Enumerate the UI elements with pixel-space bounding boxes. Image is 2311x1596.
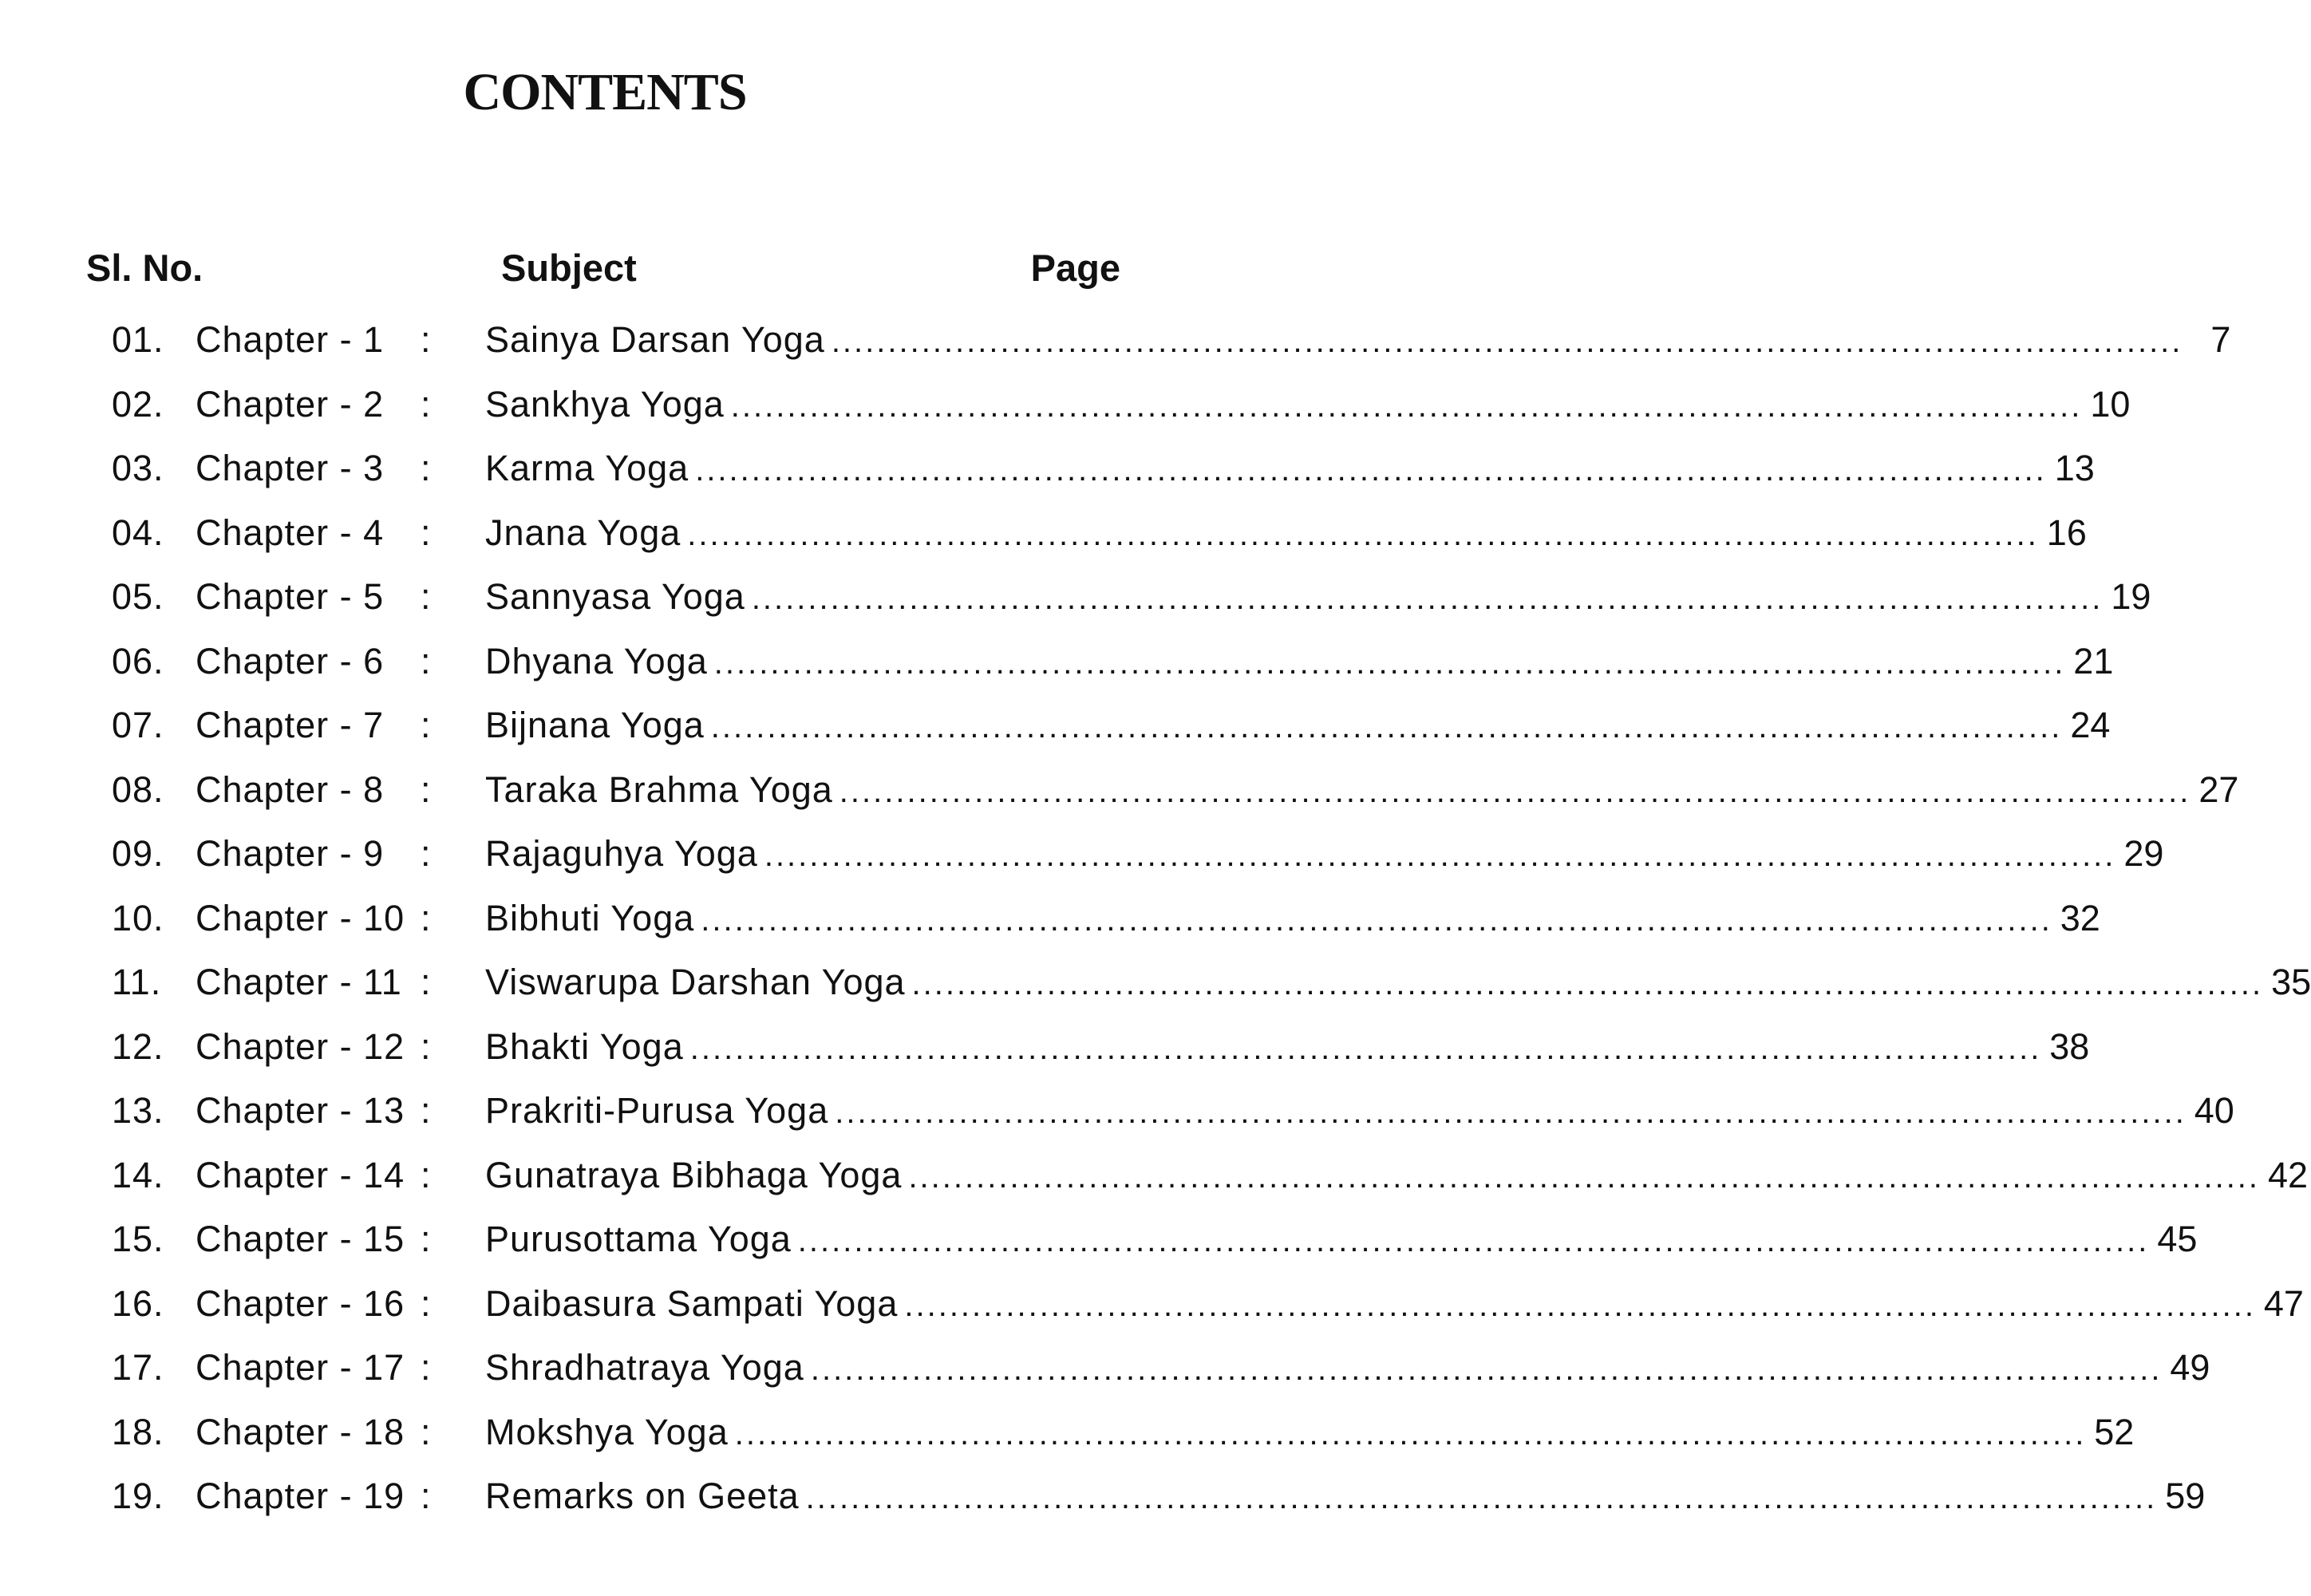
entry-chapter: Chapter - 5 xyxy=(196,576,385,617)
entry-colon: : xyxy=(421,962,431,1002)
entry-page: 29 xyxy=(2123,833,2164,874)
entry-subject: Mokshya Yoga xyxy=(485,1411,729,1452)
dot-leader: ........................................................................................................................ xyxy=(835,1095,2187,1130)
entry-chapter: Chapter - 9 xyxy=(196,833,385,874)
entry-page: 13 xyxy=(2054,448,2095,488)
entry-page: 35 xyxy=(2271,962,2311,1002)
entry-subject: Dhyana Yoga xyxy=(485,640,708,681)
entry-number: 11. xyxy=(112,962,162,1002)
entry-colon: : xyxy=(421,768,431,810)
header-page: Page xyxy=(1030,247,1120,289)
entry-number: 13. xyxy=(112,1090,164,1131)
entry-number: 07. xyxy=(112,705,164,745)
entry-chapter: Chapter - 15 xyxy=(196,1219,405,1259)
entry-page: 52 xyxy=(2094,1411,2135,1452)
entry-number: 09. xyxy=(112,833,164,874)
entry-number: 15. xyxy=(112,1219,164,1259)
entry-chapter: Chapter - 1 xyxy=(196,319,385,360)
dot-leader: ........................................................................................................................ xyxy=(687,516,2039,552)
page-title: CONTENTS xyxy=(463,63,747,121)
entry-subject-line xyxy=(485,1344,2210,1393)
entry-colon: : xyxy=(421,1154,431,1195)
entry-subject-line xyxy=(485,444,2095,494)
entry-chapter: Chapter - 7 xyxy=(196,705,385,745)
entry-subject-line xyxy=(485,1280,2304,1329)
entry-subject-line xyxy=(485,1215,2198,1265)
entry-page: 10 xyxy=(2090,383,2131,425)
entry-number: 03. xyxy=(112,448,164,488)
dot-leader: ........................................................................................................................ xyxy=(751,581,2104,616)
entry-colon: : xyxy=(421,1476,431,1516)
toc-row[interactable] xyxy=(0,958,2311,1023)
toc-list xyxy=(0,316,2311,1537)
dot-leader: ........................................................................................................................ xyxy=(805,1480,2158,1515)
entry-chapter: Chapter - 13 xyxy=(196,1090,405,1131)
toc-row[interactable] xyxy=(0,701,2111,766)
entry-subject-line xyxy=(485,638,2114,687)
entry-page: 45 xyxy=(2157,1219,2198,1259)
toc-row[interactable] xyxy=(0,444,2095,509)
entry-page: 16 xyxy=(2046,512,2087,553)
dot-leader: ........................................................................................................................ xyxy=(904,1287,2256,1323)
entry-page: 38 xyxy=(2049,1025,2090,1067)
entry-colon: : xyxy=(421,897,431,938)
entry-number: 04. xyxy=(112,512,164,553)
dot-leader: ........................................................................................................................ xyxy=(695,452,2047,488)
dot-leader: ........................................................................................................................ xyxy=(734,1416,2087,1452)
entry-number: 18. xyxy=(112,1411,164,1452)
toc-row[interactable] xyxy=(0,638,2114,702)
header-sl-no: Sl. No. xyxy=(86,247,203,289)
entry-chapter: Chapter - 18 xyxy=(196,1411,405,1452)
toc-row[interactable] xyxy=(0,1344,2210,1408)
entry-colon: : xyxy=(421,1025,431,1067)
toc-row[interactable] xyxy=(0,1023,2090,1088)
entry-page: 59 xyxy=(2165,1476,2206,1516)
entry-subject: Remarks on Geeta xyxy=(485,1476,800,1516)
entry-number: 12. xyxy=(112,1025,164,1067)
entry-subject: Sankhya Yoga xyxy=(485,383,725,425)
entry-chapter: Chapter - 4 xyxy=(196,512,385,553)
entry-subject: Taraka Brahma Yoga xyxy=(485,768,833,810)
entry-chapter: Chapter - 17 xyxy=(196,1347,405,1388)
entry-subject: Shradhatraya Yoga xyxy=(485,1347,804,1388)
entry-chapter: Chapter - 6 xyxy=(196,640,385,681)
entry-page: 21 xyxy=(2073,640,2114,681)
toc-row[interactable] xyxy=(0,1408,2135,1473)
toc-row[interactable] xyxy=(0,1152,2309,1216)
toc-row[interactable] xyxy=(0,895,2100,959)
entry-colon: : xyxy=(421,1219,431,1259)
entry-colon: : xyxy=(421,705,431,745)
table-header xyxy=(0,246,1197,294)
entry-subject: Bhakti Yoga xyxy=(485,1025,684,1067)
toc-row[interactable] xyxy=(0,1280,2304,1345)
entry-colon: : xyxy=(421,833,431,874)
dot-leader: ........................................................................................................................ xyxy=(839,773,2191,809)
toc-row[interactable] xyxy=(0,316,2231,381)
entry-subject: Purusottama Yoga xyxy=(485,1219,792,1259)
toc-row[interactable] xyxy=(0,381,2131,445)
entry-subject-line xyxy=(485,1152,2309,1201)
entry-subject: Jnana Yoga xyxy=(485,512,681,553)
entry-subject: Sainya Darsan Yoga xyxy=(485,319,825,360)
entry-subject: Viswarupa Darshan Yoga xyxy=(485,962,906,1002)
entry-chapter: Chapter - 14 xyxy=(196,1154,405,1195)
entry-subject-line xyxy=(485,316,2231,365)
entry-number: 19. xyxy=(112,1476,164,1516)
dot-leader: ........................................................................................................................ xyxy=(831,324,2183,359)
dot-leader: ........................................................................................................................ xyxy=(764,838,2116,873)
dot-leader: ........................................................................................................................ xyxy=(908,1159,2261,1195)
dot-leader: ........................................................................................................................ xyxy=(710,709,2063,745)
dot-leader: ........................................................................................................................ xyxy=(810,1352,2163,1387)
entry-subject-line xyxy=(485,1023,2090,1073)
entry-number: 16. xyxy=(112,1282,164,1324)
entry-chapter: Chapter - 3 xyxy=(196,448,385,488)
entry-number: 06. xyxy=(112,640,164,681)
entry-subject: Prakriti-Purusa Yoga xyxy=(485,1090,829,1131)
entry-page: 49 xyxy=(2170,1347,2210,1388)
toc-row[interactable] xyxy=(0,1215,2198,1280)
entry-colon: : xyxy=(421,512,431,553)
entry-subject-line xyxy=(485,895,2100,944)
entry-subject: Bibhuti Yoga xyxy=(485,897,695,938)
entry-chapter: Chapter - 16 xyxy=(196,1282,405,1324)
entry-colon: : xyxy=(421,1347,431,1388)
header-subject: Subject xyxy=(501,247,637,289)
entry-subject: Rajaguhya Yoga xyxy=(485,833,758,874)
entry-colon: : xyxy=(421,319,431,360)
entry-chapter: Chapter - 8 xyxy=(196,768,385,810)
entry-subject-line xyxy=(485,1087,2234,1136)
entry-subject: Gunatraya Bibhaga Yoga xyxy=(485,1154,903,1195)
entry-subject-line xyxy=(485,766,2239,816)
entry-page: 42 xyxy=(2267,1154,2309,1195)
toc-row[interactable] xyxy=(0,509,2087,574)
entry-subject-line xyxy=(485,573,2151,622)
entry-subject-line xyxy=(485,381,2131,430)
toc-row[interactable] xyxy=(0,573,2151,638)
toc-row[interactable] xyxy=(0,1087,2234,1152)
dot-leader: ........................................................................................................................ xyxy=(689,1030,2042,1066)
entry-colon: : xyxy=(421,576,431,617)
entry-subject-line xyxy=(485,701,2111,751)
dot-leader: ........................................................................................................................ xyxy=(701,902,2052,938)
entry-number: 01. xyxy=(112,319,164,360)
entry-number: 14. xyxy=(112,1154,164,1195)
entry-page: 24 xyxy=(2070,705,2111,745)
entry-colon: : xyxy=(421,1090,431,1131)
toc-row[interactable] xyxy=(0,830,2164,895)
entry-page: 40 xyxy=(2194,1090,2234,1131)
entry-subject-line xyxy=(485,830,2164,879)
entry-subject-line xyxy=(485,1408,2135,1458)
entry-chapter: Chapter - 12 xyxy=(196,1025,405,1067)
entry-colon: : xyxy=(421,448,431,488)
dot-leader: ........................................................................................................................ xyxy=(730,388,2083,424)
entry-number: 08. xyxy=(112,768,164,810)
entry-subject-line xyxy=(485,1472,2206,1522)
entry-chapter: Chapter - 11 xyxy=(196,962,402,1002)
entry-subject: Bijnana Yoga xyxy=(485,705,705,745)
entry-number: 17. xyxy=(112,1347,164,1388)
toc-row[interactable] xyxy=(0,766,2239,831)
entry-chapter: Chapter - 19 xyxy=(196,1476,405,1516)
entry-colon: : xyxy=(421,1282,431,1324)
entry-subject: Daibasura Sampati Yoga xyxy=(485,1282,899,1324)
entry-number: 10. xyxy=(112,897,164,938)
entry-colon: : xyxy=(421,1411,431,1452)
entry-page: 27 xyxy=(2198,768,2239,810)
dot-leader: ........................................................................................................................ xyxy=(713,645,2066,681)
dot-leader: ........................................................................................................................ xyxy=(911,966,2264,1001)
entry-subject-line xyxy=(485,958,2311,1008)
entry-page: 47 xyxy=(2263,1282,2304,1324)
entry-number: 02. xyxy=(112,383,164,425)
entry-page: 7 xyxy=(2210,319,2231,360)
toc-row[interactable] xyxy=(0,1472,2206,1537)
entry-page: 32 xyxy=(2060,897,2100,938)
entry-subject: Sannyasa Yoga xyxy=(485,576,745,617)
entry-chapter: Chapter - 2 xyxy=(196,383,385,425)
entry-colon: : xyxy=(421,640,431,681)
entry-colon: : xyxy=(421,383,431,425)
entry-number: 05. xyxy=(112,576,164,617)
entry-chapter: Chapter - 10 xyxy=(196,897,405,938)
dot-leader: ........................................................................................................................ xyxy=(797,1223,2150,1258)
entry-page: 19 xyxy=(2111,576,2151,617)
entry-subject: Karma Yoga xyxy=(485,448,689,488)
entry-subject-line xyxy=(485,509,2087,559)
